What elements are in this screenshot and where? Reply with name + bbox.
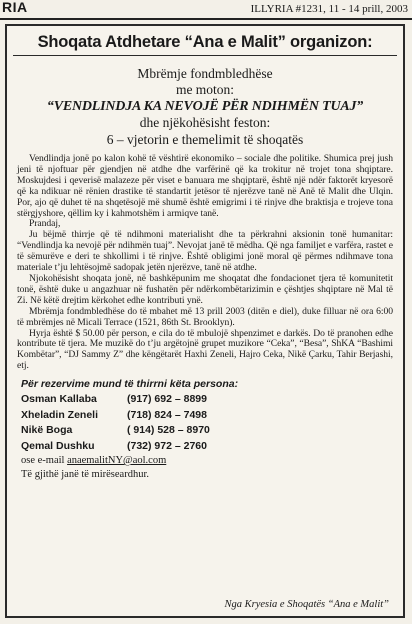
paragraph: Prandaj,	[29, 218, 61, 230]
subtitle-line-1: Mbrëmje fondmbledhëse	[137, 66, 273, 81]
motto: “VENDLINDJA KA NEVOJË PËR NDIHMËN TUAJ”	[46, 99, 364, 114]
article-box	[5, 24, 405, 618]
contacts-section	[21, 377, 393, 482]
paragraph: Hyrja është $ 50.00 për person, e cila do të mbulojë shpenzimet e darkës. Do të pranohen edhe kontribute të tjera. Me muzikë do t’ju argëtojnë grupet muzikore “Ceka”, “Besa”, ShKA “Bashimi Kombëtar”, “DJ Sammy Z” dhe këngëtarët Haxhi Zeneli, Hajro Ceka, Nikë Çarku, Tahir Berjashi, etj.	[17, 327, 393, 372]
header-rule	[0, 18, 412, 20]
subtitle-line-2: me moton:	[175, 82, 235, 97]
contact-name: Nikë Boga	[21, 424, 73, 437]
contact-phone: ( 914) 528 – 8970	[127, 424, 210, 437]
issue-line: ILLYRIA #1231, 11 - 14 prill, 2003	[250, 3, 408, 15]
contact-name: Osman Kallaba	[21, 393, 97, 406]
masthead: RIA	[2, 0, 28, 15]
article-body	[17, 154, 393, 372]
contact-row	[21, 423, 393, 439]
closing-line: Të gjithë janë të mirëseardhur.	[21, 469, 149, 481]
paragraph: Njokohësisht shoqata jonë, në bashkëpunim me shoqatat dhe fondacionet tjera të komunitetit tonë, është duke u angazhuar në fushatën për ndërkombëtarizimin e çështjes shqiptare në Mal të Zi. Në këtë drejtim kërkohet edhe kontributi ynë.	[17, 272, 393, 306]
email-prefix: ose e-mail	[21, 455, 65, 467]
contact-phone: (917) 692 – 8899	[127, 393, 207, 406]
paragraph: Ju bëjmë thirrje që të ndihmoni materialisht dhe ta përkrahni aksionin tonë humanitar: “Vendlindja ka nevojë për ndihmën tuaj”. Nevojat janë të mëdha. Që nga familjet e varfëra, rastet e të sëmurëve e deri te shkollimi i të rinjve. Është obligimi jonë moral që përmes ndihmave tona materiale t’ju lehtësojmë sadopak jetën njerëzve, tanë në atdhe.	[17, 229, 393, 274]
contact-row	[21, 439, 393, 455]
article-title: Shoqata Atdhetare “Ana e Malit” organizon:	[37, 33, 373, 51]
paragraph: Vendlindja jonë po kalon kohë të vështirë ekonomiko – sociale dhe politike. Shumica prej jush jeni të njoftuar për gjendjen në atdhe dhe varfërinë që ka trokitur në trojet tona shqiptare. Moskujdesi i qeverisë malazeze për viset e banuara me shqiptarë, është një ndër faktorët kryesorë që ka ndikuar në rënien drastike të standartit jetësor të njerëzve tanë në Anë të Malit dhe Ulqin. Por, ajo që duhet të na shqetësojë më shumë është emigrimi i të rinjve dhe braktisja e trojeve tona stërgjyshore, qëllim ky i kahmotshëm i armiqve tanë.	[17, 153, 393, 219]
contact-row	[21, 408, 393, 424]
email-row	[21, 454, 393, 468]
contact-name: Xheladin Zeneli	[21, 408, 99, 421]
email-link[interactable]: anaemalitNY@aol.com	[67, 455, 167, 467]
signature: Nga Kryesia e Shoqatës “Ana e Malit”	[224, 599, 389, 610]
subtitle-line-4: 6 – vjetorin e themelimit të shoqatës	[106, 132, 304, 147]
subtitle-line-3: dhe njëkohësisht feston:	[139, 115, 271, 130]
contact-row	[21, 392, 393, 408]
contact-phone: (732) 972 – 2760	[127, 439, 207, 452]
contact-phone: (718) 824 – 7498	[127, 408, 207, 421]
contact-name: Qemal Dushku	[21, 439, 95, 452]
paragraph: Mbrëmja fondmbledhëse do të mbahet më 13 prill 2003 (ditën e diel), duke filluar në ora 6:00 të mbrëmjes në Micali Terrace (1521, 86th St. Brooklyn).	[17, 305, 393, 328]
title-bar	[13, 32, 397, 56]
newspaper-header	[0, 0, 412, 18]
contacts-title: Për rezervime mund të thirrni këta persona:	[21, 378, 239, 391]
